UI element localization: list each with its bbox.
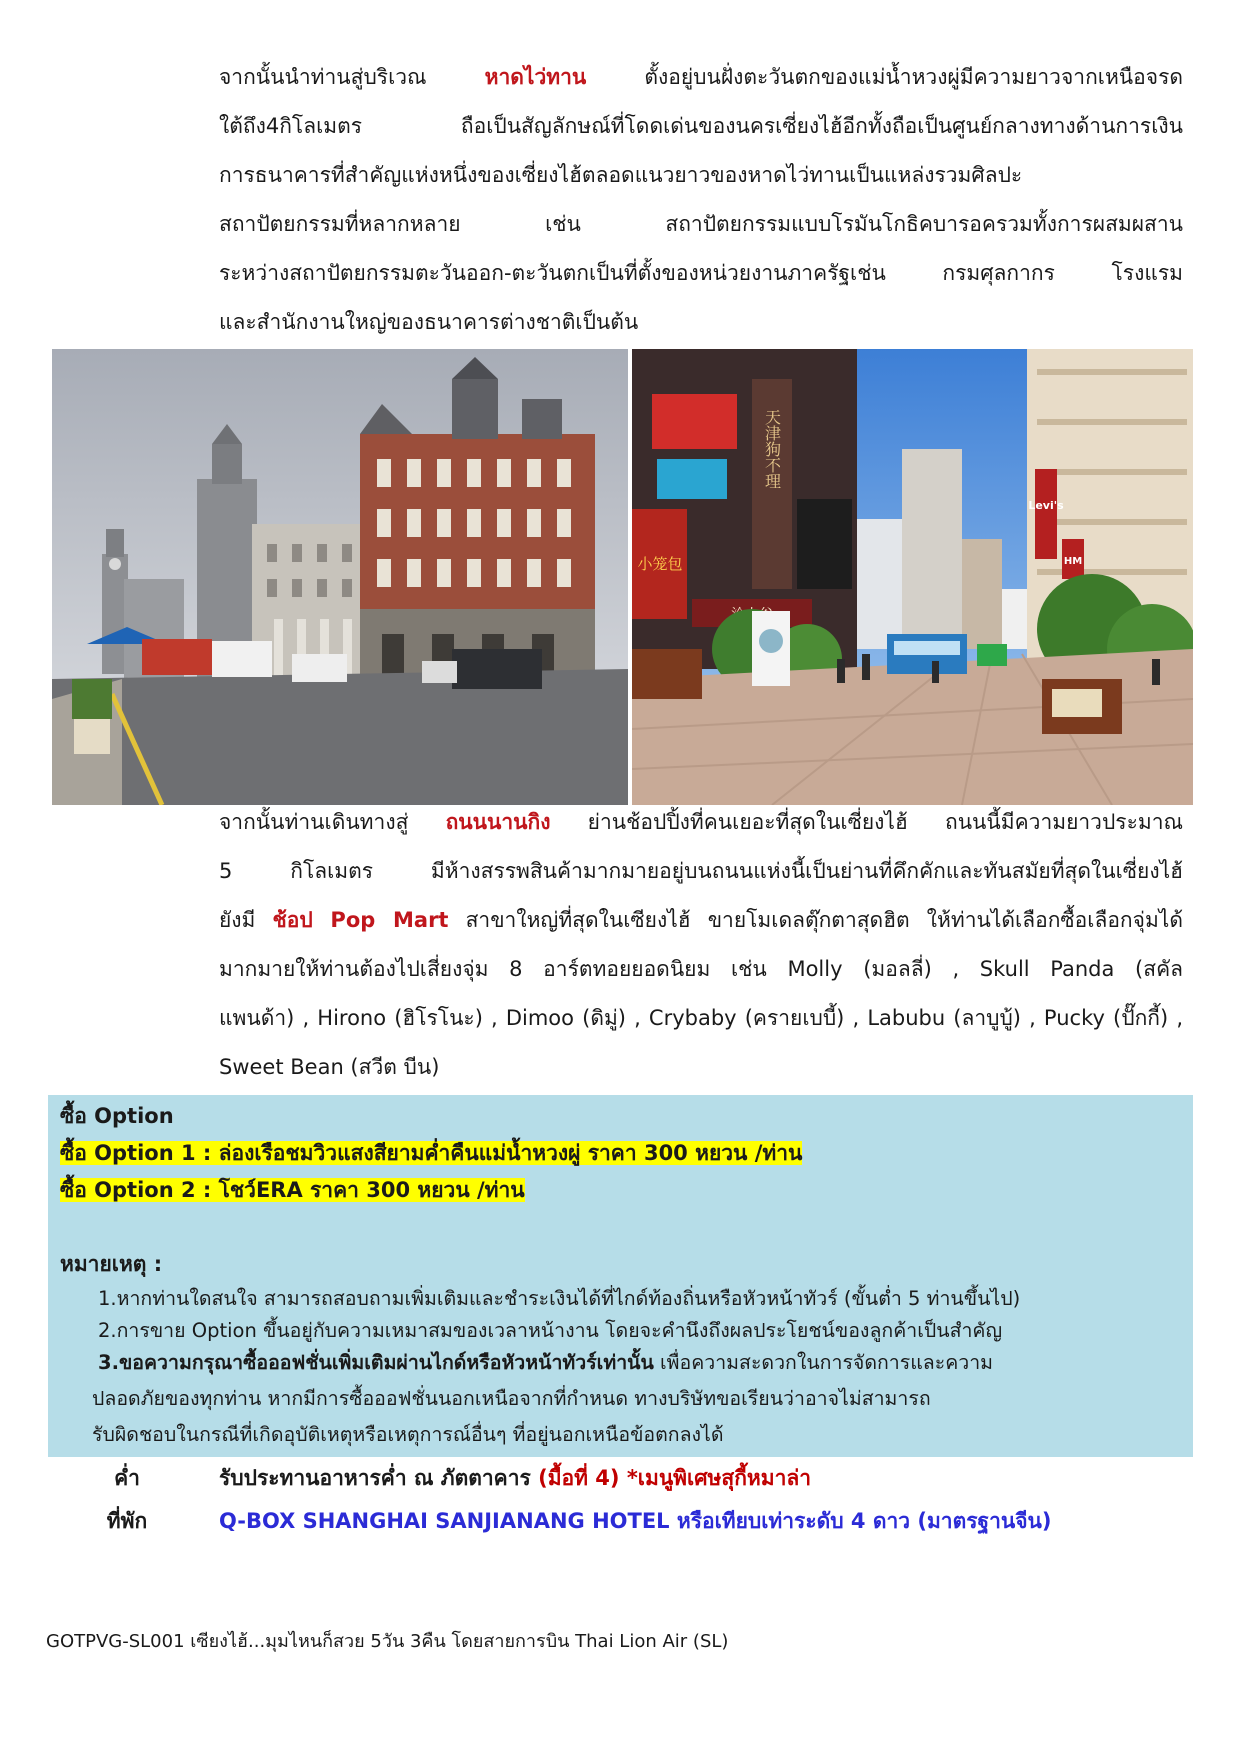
nanjing-line-5: แพนด้า) , Hirono (ฮิโรโนะ) , Dimoo (ดิมู่) , Crybaby (ครายเบบี้) , Labubu (ลาบูบู้) , Pucky (ปั๊กกี้) , bbox=[219, 1006, 1183, 1030]
bund-paragraph bbox=[219, 53, 1183, 347]
nanjing-line-6: Sweet Bean (สวีต บีน) bbox=[219, 1055, 440, 1079]
hotel-label: ที่พัก bbox=[106, 1509, 148, 1533]
dinner-label: ค่ำ bbox=[114, 1466, 140, 1490]
nanjing-line-4: มากมายให้ท่านต้องไปเสี่ยงจุ่ม 8 อาร์ตทอยยอดนิยม เช่น Molly (มอลลี่) , Skull Panda (สคัล bbox=[219, 957, 1183, 981]
bund-line-5: ระหว่างสถาปัตยกรรมตะวันออก-ตะวันตกเป็นที่ตั้งของหน่วยงานภาครัฐเช่น กรมศุลกากร โรงแรม bbox=[219, 261, 1183, 285]
bund-line-4: สถาปัตยกรรมที่หลากหลาย เช่น สถาปัตยกรรมแบบโรมันโกธิคบารอครวมทั้งการผสมผสาน bbox=[219, 212, 1183, 236]
option-1 bbox=[60, 1138, 802, 1168]
options-box bbox=[48, 1095, 1193, 1457]
hotel-name: Q-BOX SHANGHAI SANJIANANG HOTEL หรือเทียบเท่าระดับ 4 ดาว (มาตรฐานจีน) bbox=[219, 1509, 1052, 1533]
note-2: 2.การขาย Option ขึ้นอยู่กับความเหมาสมของเวลาหน้างาน โดยจะคำนึงถึงผลประโยชน์ของลูกค้าเป็นสำคัญ bbox=[98, 1319, 1003, 1342]
xiaolongbao-sign: 小笼包 bbox=[637, 555, 683, 573]
page-footer: GOTPVG-SL001 เซียงไฮ้...มุมไหนก็สวย 5วัน 3คืน โดยสายการบิน Thai Lion Air (SL) bbox=[46, 1631, 729, 1652]
bund-photo-illustration bbox=[52, 349, 628, 805]
option-1-text: ซื้อ Option 1 : ล่องเรือชมวิวแสงสียามค่ำคืนแม่น้ำหวงผู่ ราคา 300 หยวน /ท่าน bbox=[60, 1141, 803, 1165]
dinner-text bbox=[219, 1463, 811, 1493]
bund-line-1-intro: จากนั้นนำท่านสู่บริเวณ bbox=[219, 65, 485, 89]
bund-line-1 bbox=[219, 53, 1183, 102]
nanjing-line-3 bbox=[219, 896, 1183, 945]
bund-photo bbox=[52, 349, 628, 805]
remark-heading: หมายเหตุ : bbox=[60, 1252, 163, 1276]
nanjing-line-3-rest: สาขาใหญ่ที่สุดในเซียงไฮ้ ขายโมเดลตุ๊กตาสุดฮิต ให้ท่านได้เลือกซื้อเลือกจุ่มได้ bbox=[448, 908, 1183, 932]
nanjing-line-1-rest: ย่านช้อปปิ้งที่คนเยอะที่สุดในเซี่ยงไฮ้ ถนนนี้มีความยาวประมาณ bbox=[550, 810, 1183, 834]
bund-line-6: และสำนักงานใหญ่ของธนาคารต่างชาติเป็นต้น bbox=[219, 310, 639, 334]
dinner-desc: รับประทานอาหารค่ำ ณ ภัตตาคาร bbox=[219, 1466, 539, 1490]
note-3-bold: 3.ขอความกรุณาซื้อออฟชั่นเพิ่มเติมผ่านไกด์หรือหัวหน้าทัวร์เท่านั้น bbox=[98, 1351, 654, 1374]
bund-line-2: ใต้ถึง4กิโลเมตร ถือเป็นสัญลักษณ์ที่โดดเด่นของนครเซี่ยงไฮ้อีกทั้งถือเป็นศูนย์กลางทางด้านการเงิน bbox=[219, 114, 1183, 138]
nanjing-paragraph bbox=[219, 798, 1183, 1092]
nanjing-line-1 bbox=[219, 798, 1183, 847]
nanjing-line-2: 5 กิโลเมตร มีห้างสรรพสินค้ามากมายอยู่บนถนนแห่งนี้เป็นย่านที่คึกคักและทันสมัยที่สุดในเซี่ยงไฮ้ bbox=[219, 859, 1183, 883]
bund-line-3: การธนาคารที่สำคัญแห่งหนึ่งของเซี่ยงไฮ้ตลอดแนวยาวของหาดไว่ทานเป็นแหล่งรวมศิลปะ bbox=[219, 163, 1023, 187]
option-2 bbox=[60, 1175, 525, 1205]
note-3-line-3: รับผิดชอบในกรณีที่เกิดอุบัติเหตุหรือเหตุการณ์อื่นๆ ที่อยู่นอกเหนือข้อตกลงได้ bbox=[92, 1423, 724, 1446]
dinner-meal-number: (มื้อที่ 4) bbox=[538, 1466, 620, 1490]
dinner-special-menu: *เมนูพิเศษสุกี้หมาล่า bbox=[619, 1466, 812, 1490]
bund-highlight: หาดไว่ทาน bbox=[484, 65, 587, 89]
nanjing-road-photo bbox=[632, 349, 1193, 805]
pop-mart-highlight: ช้อป Pop Mart bbox=[272, 908, 449, 932]
levis-sign: Levi's bbox=[1028, 499, 1064, 512]
hm-sign: HM bbox=[1063, 556, 1083, 567]
note-3-line-2: ปลอดภัยของทุกท่าน หากมีการซื้อออฟชั่นนอกเหนือจากที่กำหนด ทางบริษัทขอเรียนว่าอาจไม่สามารถ bbox=[92, 1387, 931, 1410]
options-heading: ซื้อ Option bbox=[60, 1104, 174, 1128]
note-3-rest: เพื่อความสะดวกในการจัดการและความ bbox=[653, 1351, 994, 1374]
nanjing-highlight: ถนนนานกิง bbox=[445, 810, 551, 834]
nanjing-line-3-intro: ยังมี bbox=[219, 908, 273, 932]
restaurant-sign-vertical: 天津狗不理 bbox=[762, 409, 782, 489]
note-1: 1.หากท่านใดสนใจ สามารถสอบถามเพิ่มเติมและชำระเงินได้ที่ไกด์ท้องถิ่นหรือหัวหน้าทัวร์ (ขั้นต่ำ 5 ท่านขึ้นไป) bbox=[98, 1287, 1021, 1310]
nanjing-line-1-intro: จากนั้นท่านเดินทางสู่ bbox=[219, 810, 446, 834]
bund-line-1-rest: ตั้งอยู่บนฝั่งตะวันตกของแม่น้ำหวงผู่มีความยาวจากเหนือจรด bbox=[586, 65, 1183, 89]
note-3 bbox=[98, 1347, 993, 1378]
nanjing-road-illustration bbox=[632, 349, 1193, 805]
option-2-text: ซื้อ Option 2 : โชว์ERA ราคา 300 หยวน /ท่าน bbox=[60, 1178, 525, 1202]
